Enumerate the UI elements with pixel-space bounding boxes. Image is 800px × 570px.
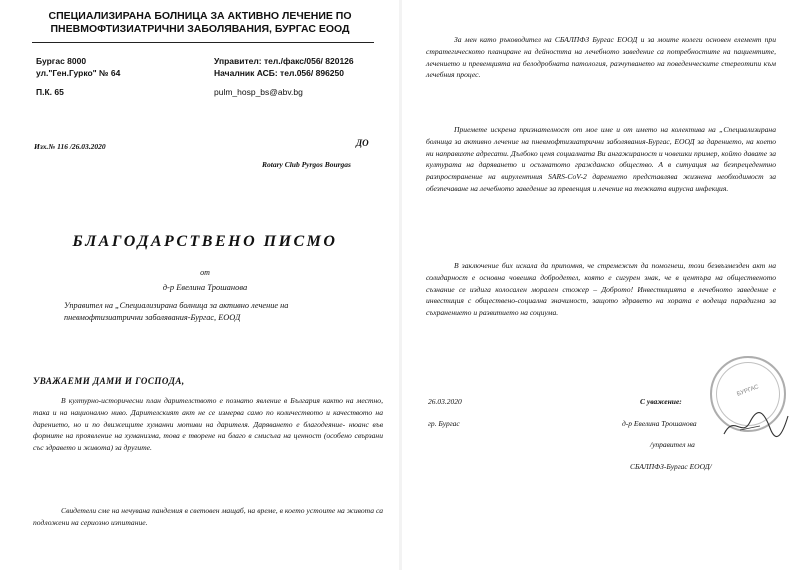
recipient-name: Rotary Club Pyrgos Bourgas bbox=[262, 160, 351, 169]
paragraph-left-1: В културно-историчесни план дарителството е познато явление в България както на местно, така и на национално ниво. Дарителският акт не се измерва само по количеството и качеството на дарението, но и по движещите хуманни мотиви на дарителя. Даряването е благодеяние- нюанс във формите на проявление на хуманизма, това е творене на благо в смисъла на ценност (особено свързани със здравето и живота) за другите. bbox=[33, 396, 383, 453]
head-phone: Началник АСБ: тел.056/ 896250 bbox=[214, 68, 344, 78]
author-role-line2: пневмофтизиатрични заболявания-Бургас, ЕООД bbox=[64, 313, 241, 322]
paragraph-right-2: Приемете искрена признателност от мое име и от името на колектива на „Специализирана болница за активно лечение на пневмофтизиатрични заболявания-Бургас, ЕООД за дарението, на което ни направихте адресати. Дълбоко ценя социалната Ви ангажираност и човешки пример, който давате за културата на даряването и осъзнатото гражданско общество. А в ситуация на безпрецедентно разпространение на вирулентния SARS-CoV-2 дарението представлява жизнена необходимост за обезпечаване на лечебното заведение за превенция и лечение на тежката вирусна инфекция. bbox=[426, 125, 776, 193]
stamp-text: БУРГАС bbox=[736, 384, 760, 398]
signature-mark bbox=[720, 408, 790, 442]
author-role-line1: Управител на „Специализирана болница за активно лечение на bbox=[64, 301, 289, 310]
address-city: Бургас 8000 bbox=[36, 56, 87, 66]
closing-place: гр. Бургас bbox=[428, 419, 460, 428]
hospital-name-line1: СПЕЦИАЛИЗИРАНА БОЛНИЦА ЗА АКТИВНО ЛЕЧЕНИЕ ПО bbox=[48, 10, 352, 22]
from-label: от bbox=[200, 268, 210, 277]
manager-phone: Управител: тел./факс/056/ 820126 bbox=[214, 56, 354, 66]
signer-name: д-р Евелина Трошанова bbox=[622, 419, 697, 428]
closing-date: 26.03.2020 bbox=[428, 397, 462, 406]
hospital-name-line2: ПНЕВМОФТИЗИАТРИЧНИ ЗАБОЛЯВАНИЯ, БУРГАС ЕООД bbox=[50, 23, 350, 35]
paragraph-right-1: За мен като ръководител на СБАЛПФЗ Бургас ЕООД и за моите колеги основен елемент при стратегическото планиране на дейността на лечебното заведение са потребностите на пациентите, лечението и превенцията на белодробната патология, разчупването на поведенческите стереотипи към лечебния процес. bbox=[426, 35, 776, 80]
hospital-email: pulm_hosp_bs@abv.bg bbox=[214, 87, 303, 97]
address-po-box: П.К. 65 bbox=[36, 87, 64, 97]
recipient-to: ДО bbox=[356, 138, 369, 148]
author-name: д-р Евелина Трошанова bbox=[162, 282, 248, 292]
letter-title: БЛАГОДАРСТВЕНО ПИСМО bbox=[72, 233, 338, 250]
greeting: УВАЖАЕМИ ДАМИ И ГОСПОДА, bbox=[33, 376, 185, 386]
address-street: ул."Ген.Гурко" № 64 bbox=[36, 68, 121, 78]
author-role bbox=[64, 300, 384, 324]
signer-organization: СБАЛПФЗ-Бургас ЕООД/ bbox=[630, 462, 712, 471]
letterhead-rule bbox=[32, 42, 374, 43]
reference-number: Изх.№ 116 /26.03.2020 bbox=[34, 142, 106, 151]
paragraph-right-3: В заключение бих искала да припомня, че стремежът да помогнеш, този безвъзмезден акт на солидарност е основна човешка добродетел, която е сигурен знак, че в центъра на общественото съзнание се издига колосален морален стожер – Доброто! Инвестицията в лечебното заведение е инвестиция с обществено-социална значимост, защото здравето на хората е водеща парадигма за съхранението и развитието на социума. bbox=[426, 261, 776, 318]
paragraph-left-2: Свидетели сме на нечувана пандемия в световен мащаб, на време, в което устоите на живота са подложени на сериозно изпитание. bbox=[33, 506, 383, 527]
closing-regards: С уважение: bbox=[640, 397, 682, 406]
signer-role: /управител на bbox=[650, 440, 695, 449]
hospital-name bbox=[22, 10, 378, 36]
